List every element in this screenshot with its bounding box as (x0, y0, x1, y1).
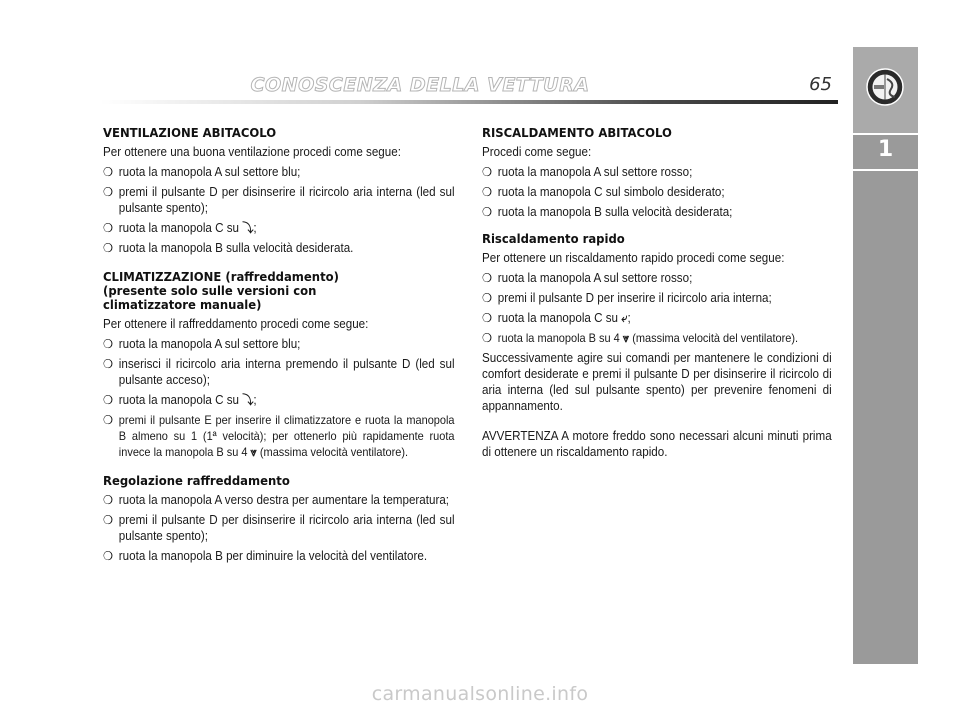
watermark: carmanualsonline.info (371, 683, 589, 705)
list-item-text: ; (253, 393, 257, 407)
list-item-text: ruota la manopola A sul settore blu; (118, 165, 301, 179)
cooling-heading-line: CLIMATIZZAZIONE (raffreddamento) (103, 269, 339, 284)
logo-panel (853, 47, 918, 133)
list-item-text: premi il pulsante D per disinserire il ricircolo aria interna (led sul pulsante spento); (118, 185, 455, 215)
bullet-icon: ❍ (103, 549, 114, 563)
list-item (103, 184, 455, 216)
list-item-text: ruota la manopola A verso destra per aumentare la temperatura; (118, 493, 450, 507)
cooling-heading (103, 270, 455, 312)
list-item-text: ruota la manopola A sul settore blu; (118, 337, 301, 351)
section-title: CONOSCENZA DELLA VETTURA (250, 74, 590, 96)
list-item (482, 310, 832, 326)
left-column (103, 126, 455, 568)
alfa-romeo-logo-icon (865, 67, 905, 107)
warning-text: AVVERTENZA A motore freddo sono necessari alcuni minuti prima di ottenere un riscaldamento rapido. (482, 429, 832, 459)
chapter-number: 1 (877, 137, 894, 162)
list-item-text: ruota la manopola B sulla velocità desiderata; (497, 205, 733, 219)
list-item-text: ruota la manopola C su (497, 311, 619, 325)
list-item-text: premi il pulsante D per inserire il ricircolo aria interna; (497, 291, 772, 305)
list-item (103, 164, 455, 180)
list-item (482, 204, 832, 220)
list-item (103, 392, 455, 408)
list-item (103, 548, 455, 564)
list-item (103, 492, 455, 508)
rapid-heating-after: Successivamente agire sui comandi per mantenere le condizioni di comfort desiderate e premi il pulsante D per disinserire il ricircolo di aria interna (led sul pulsante spento) per prevenire fenomeni di appannamento. (482, 351, 832, 413)
list-item (103, 336, 455, 352)
header-rule (100, 100, 838, 104)
list-item-text: (massima velocità ventilatore). (259, 445, 409, 459)
tab-divider (853, 169, 918, 171)
page-number: 65 (809, 74, 832, 95)
chapter-side-tab (853, 47, 918, 664)
airflow-face-icon: ⤵ (242, 393, 254, 407)
list-item (103, 412, 455, 460)
bullet-icon: ❍ (103, 493, 114, 507)
bullet-icon: ❍ (103, 413, 114, 427)
list-item (482, 330, 832, 346)
list-item (482, 290, 832, 306)
rapid-heating-intro: Per ottenere un riscaldamento rapido procedi come segue: (482, 251, 785, 265)
list-item-text: (massima velocità del ventilatore). (632, 331, 799, 345)
list-item (103, 240, 455, 256)
bullet-icon: ❍ (103, 337, 114, 351)
bullet-icon: ❍ (103, 221, 114, 235)
list-item-text: ruota la manopola A sul settore rosso; (497, 165, 693, 179)
list-item-text: ruota la manopola B sulla velocità desiderata. (118, 241, 354, 255)
airflow-face-icon: ⤵ (242, 221, 254, 235)
list-item-text: ruota la manopola C su (118, 221, 240, 235)
cooling-heading-line: (presente solo sulle versioni con (103, 283, 317, 298)
list-item-text: ; (627, 311, 631, 325)
list-item-text: ruota la manopola B per diminuire la velocità del ventilatore. (118, 549, 428, 563)
bullet-icon: ❍ (103, 357, 114, 371)
fan-max-icon: ⩔ (250, 445, 257, 459)
cooling-regulation-heading: Regolazione raffreddamento (103, 473, 290, 488)
list-item (482, 184, 832, 200)
bullet-icon: ❍ (482, 205, 493, 219)
list-item (482, 164, 832, 180)
list-item (103, 356, 455, 388)
cooling-intro: Per ottenere il raffreddamento procedi come segue: (103, 317, 369, 331)
cooling-heading-line: climatizzatore manuale) (103, 297, 262, 312)
list-item (103, 512, 455, 544)
airflow-feet-icon: ⤶ (621, 311, 628, 325)
bullet-icon: ❍ (482, 185, 493, 199)
bullet-icon: ❍ (482, 331, 493, 345)
bullet-icon: ❍ (103, 393, 114, 407)
heating-heading: RISCALDAMENTO ABITACOLO (482, 125, 672, 140)
heating-intro: Procedi come segue: (482, 145, 592, 159)
bullet-icon: ❍ (482, 165, 493, 179)
bullet-icon: ❍ (103, 241, 114, 255)
right-column (482, 126, 832, 464)
bullet-icon: ❍ (103, 185, 114, 199)
list-item-text: ruota la manopola C su (118, 393, 240, 407)
list-item-text: ruota la manopola A sul settore rosso; (497, 271, 693, 285)
list-item (482, 270, 832, 286)
list-item-text: ruota la manopola B su 4 (497, 331, 620, 345)
list-item-text: inserisci il ricircolo aria interna premendo il pulsante D (led sul pulsante acceso); (118, 357, 455, 387)
list-item-text: ; (253, 221, 257, 235)
bullet-icon: ❍ (103, 165, 114, 179)
fan-max-icon: ⩔ (622, 331, 630, 345)
tab-divider (853, 133, 918, 135)
bullet-icon: ❍ (103, 513, 114, 527)
bullet-icon: ❍ (482, 311, 493, 325)
ventilation-heading: VENTILAZIONE ABITACOLO (103, 125, 277, 140)
list-item-text: premi il pulsante E per inserire il climatizzatore e ruota la manopola B almeno su 1 (1ª velocità); per ottenerlo più rapidamente ruota invece la manopola B su 4 (118, 413, 455, 459)
list-item-text: premi il pulsante D per disinserire il ricircolo aria interna (led sul pulsante spento); (118, 513, 455, 543)
list-item-text: ruota la manopola C sul simbolo desiderato; (497, 185, 725, 199)
rapid-heating-heading: Riscaldamento rapido (482, 231, 625, 246)
bullet-icon: ❍ (482, 271, 493, 285)
bullet-icon: ❍ (482, 291, 493, 305)
ventilation-intro: Per ottenere una buona ventilazione procedi come segue: (103, 145, 401, 159)
list-item (103, 220, 455, 236)
page-header (100, 72, 838, 106)
